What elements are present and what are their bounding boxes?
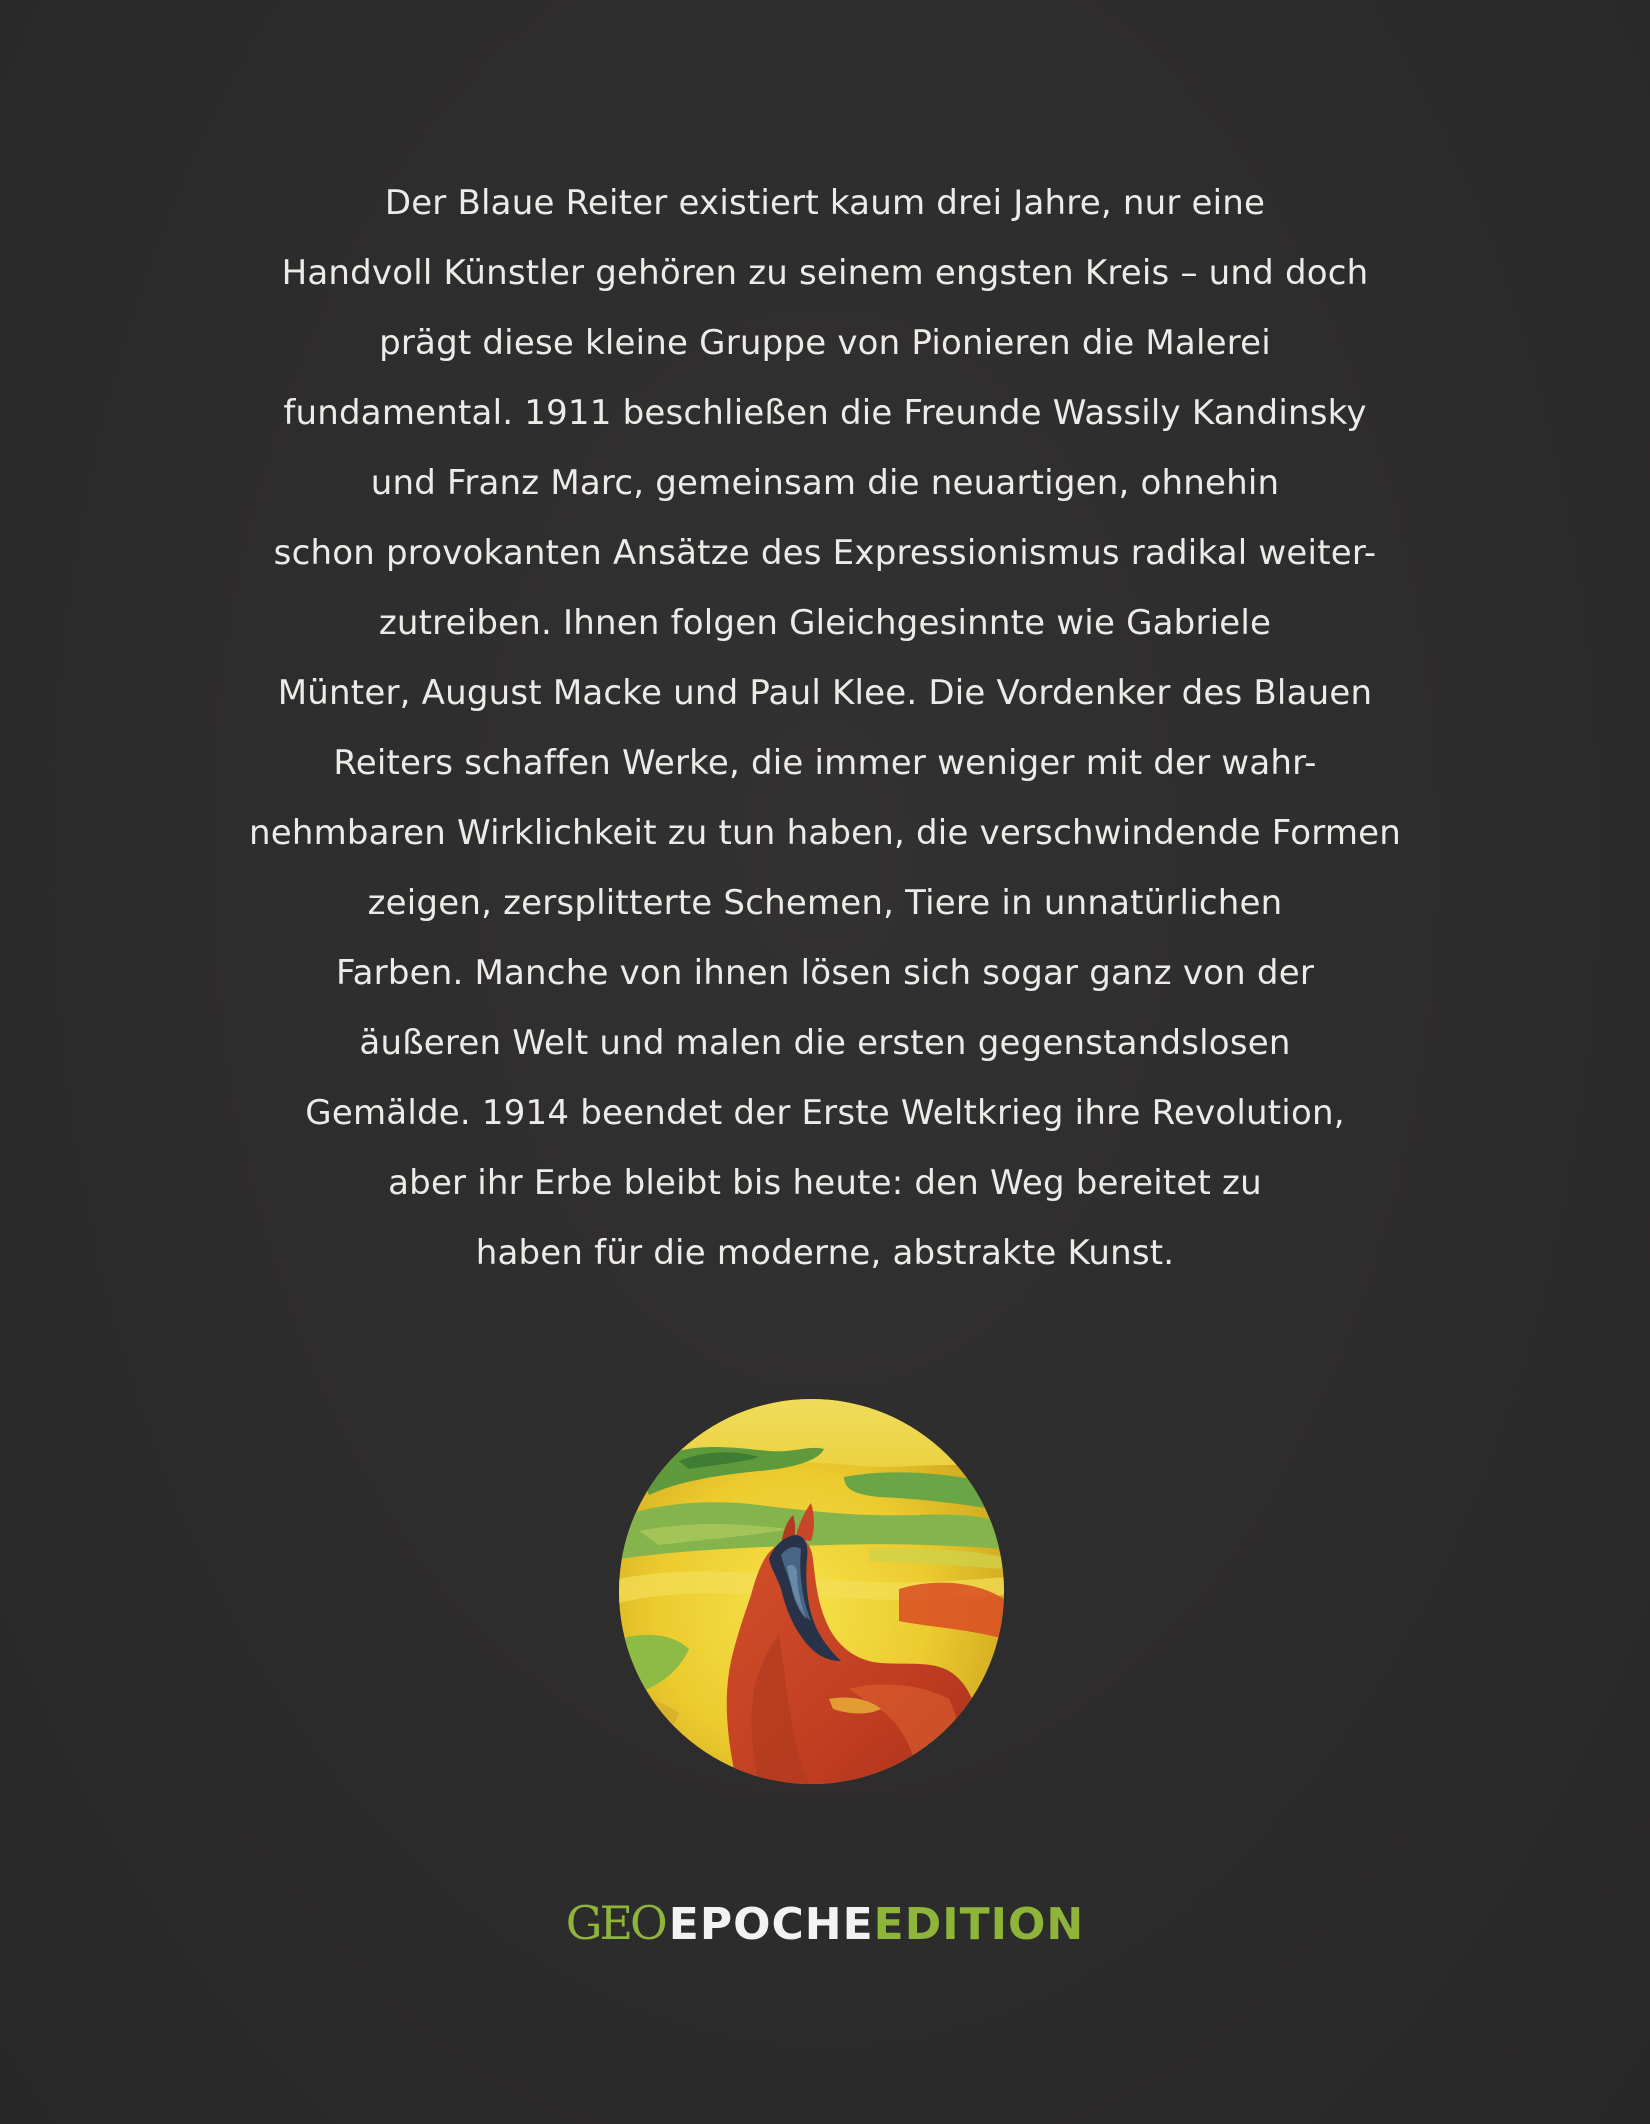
horse-painting (619, 1399, 1004, 1784)
logo-geo: GEO (565, 1896, 665, 1950)
cover-blurb (0, 168, 1650, 1288)
logo-edition: EDITION (873, 1899, 1085, 1950)
blurb-line: aber ihr Erbe bleibt bis heute: den Weg bereitet zu (388, 1163, 1262, 1203)
blurb-line: zeigen, zersplitterte Schemen, Tiere in unnatürlichen (367, 883, 1283, 923)
blurb-line: Handvoll Künstler gehören zu seinem engsten Kreis – und doch (281, 253, 1369, 293)
logo-epoche: EPOCHE (668, 1899, 874, 1950)
blurb-line: Gemälde. 1914 beendet der Erste Weltkrieg ihre Revolution, (305, 1093, 1345, 1133)
blurb-line: und Franz Marc, gemeinsam die neuartigen, ohnehin (370, 463, 1280, 503)
horse-painting-medallion (619, 1399, 1004, 1784)
blurb-line: zutreiben. Ihnen folgen Gleichgesinnte wie Gabriele (378, 603, 1272, 643)
blurb-line: prägt diese kleine Gruppe von Pionieren die Malerei (379, 323, 1271, 363)
blurb-line: äußeren Welt und malen die ersten gegenstandslosen (359, 1023, 1291, 1063)
blurb-line: fundamental. 1911 beschließen die Freunde Wassily Kandinsky (283, 393, 1367, 433)
blurb-line: schon provokanten Ansätze des Expressionismus radikal weiter- (273, 533, 1377, 573)
blurb-line: Der Blaue Reiter existiert kaum drei Jahre, nur eine (384, 183, 1266, 223)
blurb-line: Münter, August Macke und Paul Klee. Die Vordenker des Blauen (277, 673, 1373, 713)
blurb-line: Farben. Manche von ihnen lösen sich sogar ganz von der (335, 953, 1315, 993)
blurb-line: nehmbaren Wirklichkeit zu tun haben, die verschwindende Formen (248, 813, 1402, 853)
blurb-line: haben für die moderne, abstrakte Kunst. (475, 1233, 1175, 1273)
geo-epoche-edition-logo (0, 1893, 1650, 1955)
blurb-line: Reiters schaffen Werke, die immer weniger mit der wahr- (333, 743, 1317, 783)
